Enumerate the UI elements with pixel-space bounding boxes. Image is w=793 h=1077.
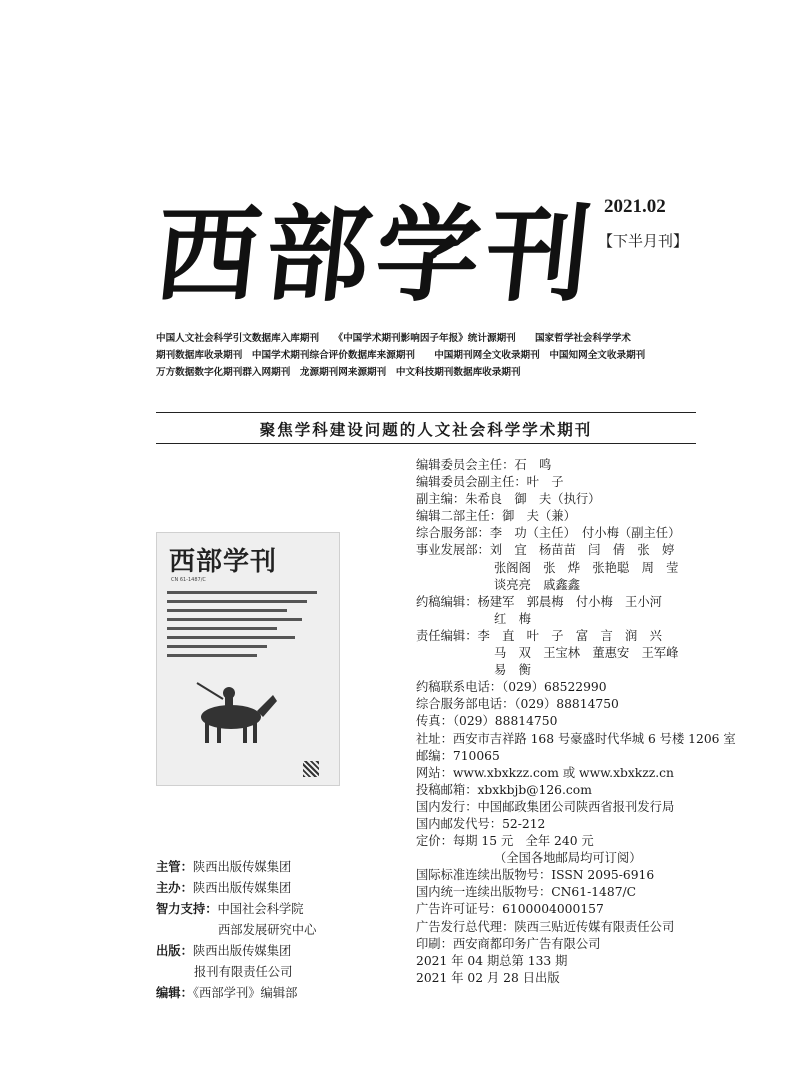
publish-value: 陕西出版传媒集团 xyxy=(192,944,292,958)
publish-value-2: 报刊有限责任公司 xyxy=(194,965,293,979)
staff-line: 综合服务部：李 功（主任） 付小梅（副主任） xyxy=(416,526,681,541)
indexing-line: 万方数据数字化期刊群入网期刊 龙源期刊网来源期刊 中文科技期刊数据库收录期刊 xyxy=(156,367,521,378)
staff-line: 2021 年 02 月 28 日出版 xyxy=(416,970,560,985)
issue-frequency: 【下半月刊】 xyxy=(598,232,689,250)
staff-line: 广告许可证号：6100004000157 xyxy=(416,902,604,917)
staff-line: 编辑委员会副主任：叶 子 xyxy=(416,475,564,490)
staff-line: 国内发行：中国邮政集团公司陕西省报刊发行局 xyxy=(416,799,675,814)
support-value-2: 西部发展研究中心 xyxy=(218,923,317,937)
staff-line: 定价：每期 15 元 全年 240 元 xyxy=(416,834,594,849)
staff-line: 红 梅 xyxy=(494,611,531,626)
staff-line: 国际标准连续出版物号：ISSN 2095-6916 xyxy=(416,868,655,883)
staff-line: 副主编：朱希良 御 夫（执行） xyxy=(416,492,601,507)
staff-line: 编辑二部主任：御 夫（兼） xyxy=(416,509,576,524)
indexing-line: 期刊数据库收录期刊 中国学术期刊综合评价数据库来源期刊 中国期刊网全文收录期刊 中国知网全文收录期刊 xyxy=(156,350,646,361)
staff-line: 投稿邮箱：xbxkbjb@126.com xyxy=(416,782,592,797)
staff-line: 约稿编辑：杨建军 郭晨梅 付小梅 王小河 xyxy=(416,594,662,609)
cover-issn: CN 61-1487/C xyxy=(171,577,206,583)
staff-line: 印刷：西安商都印务广告有限公司 xyxy=(416,936,601,951)
staff-line: 编辑委员会主任：石 鸣 xyxy=(416,458,552,472)
sponsor-value: 陕西出版传媒集团 xyxy=(192,860,292,874)
staff-line: 广告发行总代理：陕西三贴近传媒有限责任公司 xyxy=(416,919,675,934)
issue-number: 2021.02 xyxy=(604,196,666,217)
staff-line: 张阁阁 张 烨 张艳聪 周 莹 xyxy=(494,560,679,575)
sponsor-label: 主管： xyxy=(156,860,193,874)
staff-line: 传真：（029）88814750 xyxy=(416,714,558,729)
support-label: 智力支持： xyxy=(156,902,218,916)
journal-slogan: 聚焦学科建设问题的人文社会科学学术期刊 xyxy=(259,420,593,439)
staff-line: 综合服务部电话：（029）88814750 xyxy=(416,697,619,712)
staff-line: 谈亮亮 戚鑫鑫 xyxy=(494,577,581,592)
staff-line: 约稿联系电话：（029）68522990 xyxy=(416,680,607,695)
staff-line: 马 双 王宝林 董惠安 王军峰 xyxy=(494,646,679,661)
staff-line: 国内邮发代号：52-212 xyxy=(416,816,546,831)
staff-line: 易 衡 xyxy=(494,663,531,678)
support-value: 中国社会科学院 xyxy=(217,902,304,916)
indexing-line: 中国人文社会科学引文数据库入库期刊 《中国学术期刊影响因子年报》统计源期刊 国家哲学社会科学学术 xyxy=(156,333,631,344)
divider-bottom xyxy=(156,443,696,444)
cover-article-lines xyxy=(167,591,329,663)
staff-line: 邮编：710065 xyxy=(416,748,500,763)
host-label: 主办： xyxy=(156,881,193,895)
staff-line: （全国各地邮局均可订阅） xyxy=(494,851,642,866)
editor-value: 《西部学刊》编辑部 xyxy=(192,986,298,1000)
publisher-info xyxy=(156,857,396,1004)
staff-line: 社址：西安市吉祥路 168 号豪盛时代华城 6 号楼 1206 室 xyxy=(416,731,736,746)
staff-list xyxy=(416,457,736,987)
staff-line: 2021 年 04 期总第 133 期 xyxy=(416,953,568,968)
horse-rider-illustration xyxy=(183,671,279,747)
divider-top xyxy=(156,412,696,413)
staff-line: 网站：www.xbxkzz.com 或 www.xbxkzz.cn xyxy=(416,765,674,780)
editor-label: 编辑： xyxy=(156,986,193,1000)
masthead-logo: 西部学刊 xyxy=(149,193,603,316)
indexing-list xyxy=(156,330,701,381)
host-value: 陕西出版传媒集团 xyxy=(192,881,292,895)
cover-thumbnail xyxy=(156,532,340,786)
publish-label: 出版： xyxy=(156,944,193,958)
staff-line: 国内统一连续出版物号：CN61-1487/C xyxy=(416,885,637,900)
qr-code-icon xyxy=(303,761,319,777)
staff-line: 事业发展部：刘 宜 杨苗苗 闫 倩 张 婷 xyxy=(416,543,675,558)
cover-title: 西部学刊 xyxy=(169,547,278,577)
staff-line: 责任编辑：李 直 叶 子 富 言 润 兴 xyxy=(416,628,662,643)
